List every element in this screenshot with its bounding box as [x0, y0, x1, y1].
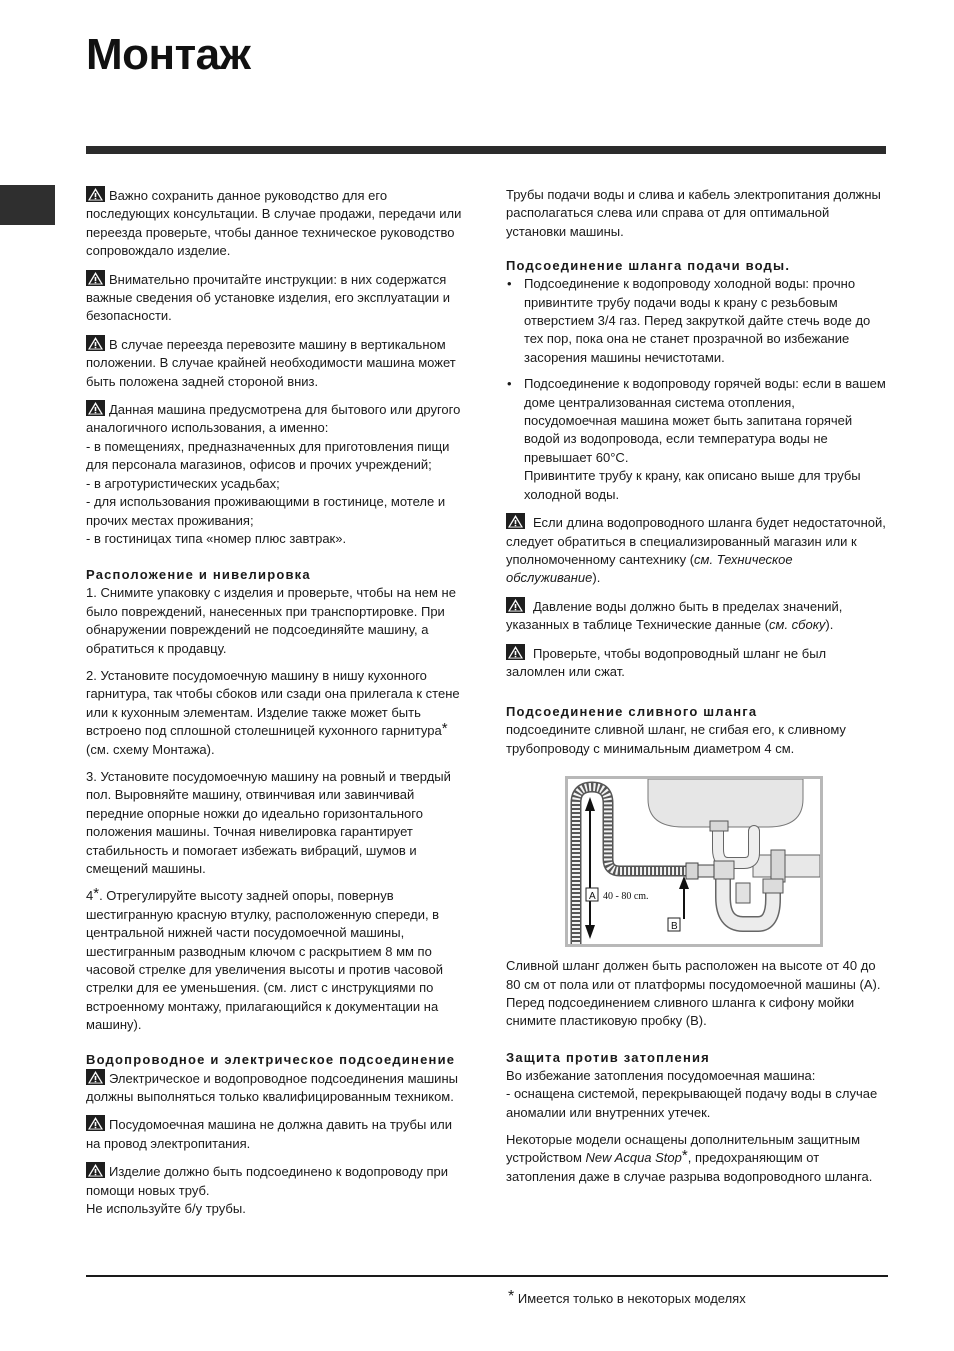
flood-models: Некоторые модели оснащены дополнительным защитным устройством New Acqua Stop*, предохраняющим от затопления даже в случае разрыва водопроводного шланга. — [506, 1132, 873, 1184]
language-tab-marker — [0, 185, 55, 225]
warning-paragraph: Важно сохранить данное руководство для его последующих консультации. В случае продажи, передачи или переезда проверьте, чтобы данное техническое руководство сопровождало изделие. — [86, 188, 462, 259]
label-a: A — [589, 891, 596, 903]
warning-paragraph: Изделие должно быть подсоединено к водопроводу при помощи новых труб. — [86, 1164, 448, 1198]
warning-triangle-icon — [86, 335, 105, 351]
warning-triangle-icon — [86, 1069, 105, 1085]
page-title: Монтаж — [86, 30, 251, 79]
warning-paragraph: Если длина водопроводного шланга будет недостаточной, следует обратиться в специализированный магазин или к уполномоченному сантехнику (см. Техническое обслуживание). — [506, 515, 886, 586]
usage-list-item: - в гостиницах типа «номер плюс завтрак». — [86, 530, 347, 546]
warning-paragraph: Посудомоечная машина не должна давить на трубы или на провод электропитания. — [86, 1117, 453, 1151]
right-column — [506, 186, 888, 1195]
drain-intro: подсоедините сливной шланг, не сгибая его, к сливному трубопроводу с минимальным диаметром 4 см. — [506, 722, 846, 756]
warning-triangle-icon — [86, 1115, 105, 1131]
label-b: B — [671, 921, 678, 933]
section-heading-drain: Подсоединение сливного шланга — [506, 704, 758, 720]
warning-triangle-icon — [86, 186, 105, 202]
warning-triangle-icon — [506, 644, 525, 660]
list-item: • Подсоединение к водопроводу холодной воды: прочно привинтите трубу подачи воды к крану с резьбовым отверстием 3/4 газ. Перед закруткой дайте стечь воде до тех пор, пока она не станет прозрачной во избежание засорения машины нечистотами. — [506, 275, 888, 367]
left-column — [86, 186, 468, 1219]
list-item: • Подсоединение к водопроводу горячей воды: если в вашем доме централизованная система отопления, посудомоечная машина может быть запитана горячей водой из водопровода, если температура воды не превышает 60°C. Привинтите трубу к крану, как описано выше для трубы холодной воды. — [506, 375, 888, 504]
wall-pipe — [753, 855, 820, 877]
warning-paragraph: Давление воды должно быть в пределах значений, указанных в таблице Технические данные (см. сбоку). — [506, 598, 843, 633]
section-heading-connection: Водопроводное и электрическое подсоединение — [86, 1051, 456, 1067]
warning-paragraph: Проверьте, чтобы водопроводный шланг не был заломлен или сжат. — [506, 645, 827, 679]
flood-item: - оснащена системой, перекрывающей подачу воды в случае аномалии или внутренних утечек. — [506, 1086, 878, 1120]
footnote-star: * — [441, 720, 448, 738]
warning-paragraph: Внимательно прочитайте инструкции: в них содержатся важные сведения об установке изделия, его эксплуатации и безопасности. — [86, 271, 451, 324]
warning-note: Не используйте б/у трубы. — [86, 1201, 246, 1217]
section-heading-positioning: Расположение и нивелировка — [86, 567, 311, 583]
usage-list-item: - в агротуристических усадьбах; — [86, 475, 280, 491]
step-3: 3. Установите посудомоечную машину на ровный и твердый пол. Выровняйте машину, отвинчивая или завинчивай передние опорные ножки до идеально горизонтального положения машины. Точная нивелировка гарантирует стабильность и помогает избежать вибраций, шумов и смещений машины. — [86, 768, 451, 876]
range-label: 40 - 80 cm. — [603, 891, 649, 903]
sink-basin — [648, 779, 803, 827]
inlet-bullet-list — [506, 275, 888, 504]
section-heading-water-inlet: Подсоединение шланга подачи воды. — [506, 258, 791, 274]
drain-hose-diagram — [565, 776, 823, 947]
warning-paragraph: Данная машина предусмотрена для бытового или другого аналогичного использования, а именно: — [86, 402, 461, 436]
warning-triangle-icon — [86, 1162, 105, 1178]
step-1: 1. Снимите упаковку с изделия и проверьте, чтобы на нем не было повреждений, нанесенных при транспортировке. При обнаружении повреждений не подсоединяйте машину, а обратиться к продавцу. — [86, 585, 456, 656]
warning-triangle-icon — [86, 270, 105, 286]
warning-paragraph: В случае переезда перевозите машину в вертикальном положении. В случае крайней необходимости машина может быть положена задней стороной вниз. — [86, 336, 456, 389]
step-2: 2. Установите посудомоечную машину в нишу кухонного гарнитура, так чтобы сбоков или сзади она прилегала к стене или к кухонным элементам. Изделие также может быть встроено под сплошной столешницей кухонного гарнитура* (см. схему Монтажа). — [86, 667, 460, 757]
step-4: 4*. Отрегулируйте высоту задней опоры, повернув шестигранную красную втулку, расположенную спереди, в центральной нижней части посудомоечной машины, шестигранным разводным ключом с раскрытием 8 мм по часовой стрелке для увеличения высоты и против часовой стрелки для ее уменьшения. (см. лист с инструкциями по встроенному монтажу, прилагающийся к документации на машину). — [86, 885, 444, 1033]
footnote-star: * — [93, 885, 100, 903]
usage-list-item: - для использования проживающими в гостинице, мотеле и прочих местах проживания; — [86, 494, 446, 528]
warning-triangle-icon — [506, 597, 525, 613]
warning-triangle-icon — [86, 400, 105, 416]
drain-height-text: Сливной шланг должен быть расположен на высоте от 40 до 80 см от пола или от платформы посудомоечной машины (A). — [506, 958, 881, 992]
section-heading-flood: Защита против затопления — [506, 1049, 710, 1065]
footnote-star: * — [681, 1147, 688, 1165]
warning-paragraph: Электрическое и водопроводное подсоединения машины должны выполняться только квалифицированным техником. — [86, 1070, 458, 1105]
header-rule — [86, 146, 886, 154]
intro-paragraph: Трубы подачи воды и слива и кабель электропитания должны располагаться слева или справа от для оптимальной установки машины. — [506, 187, 881, 239]
footnote-star: * — [508, 1288, 515, 1305]
footnote: * Имеется только в некоторых моделях — [508, 1288, 746, 1306]
flood-intro: Во избежание затопления посудомоечная машина: — [506, 1067, 816, 1083]
footer-rule — [86, 1275, 888, 1277]
usage-list-item: - в помещениях, предназначенных для приготовления пищи для персонала магазинов, офисов и прочих учреждений; — [86, 438, 450, 473]
warning-triangle-icon — [506, 513, 525, 529]
drain-plug-text: Перед подсоединением сливного шланга к сифону мойки снимите пластиковую пробку (B). — [506, 994, 855, 1029]
